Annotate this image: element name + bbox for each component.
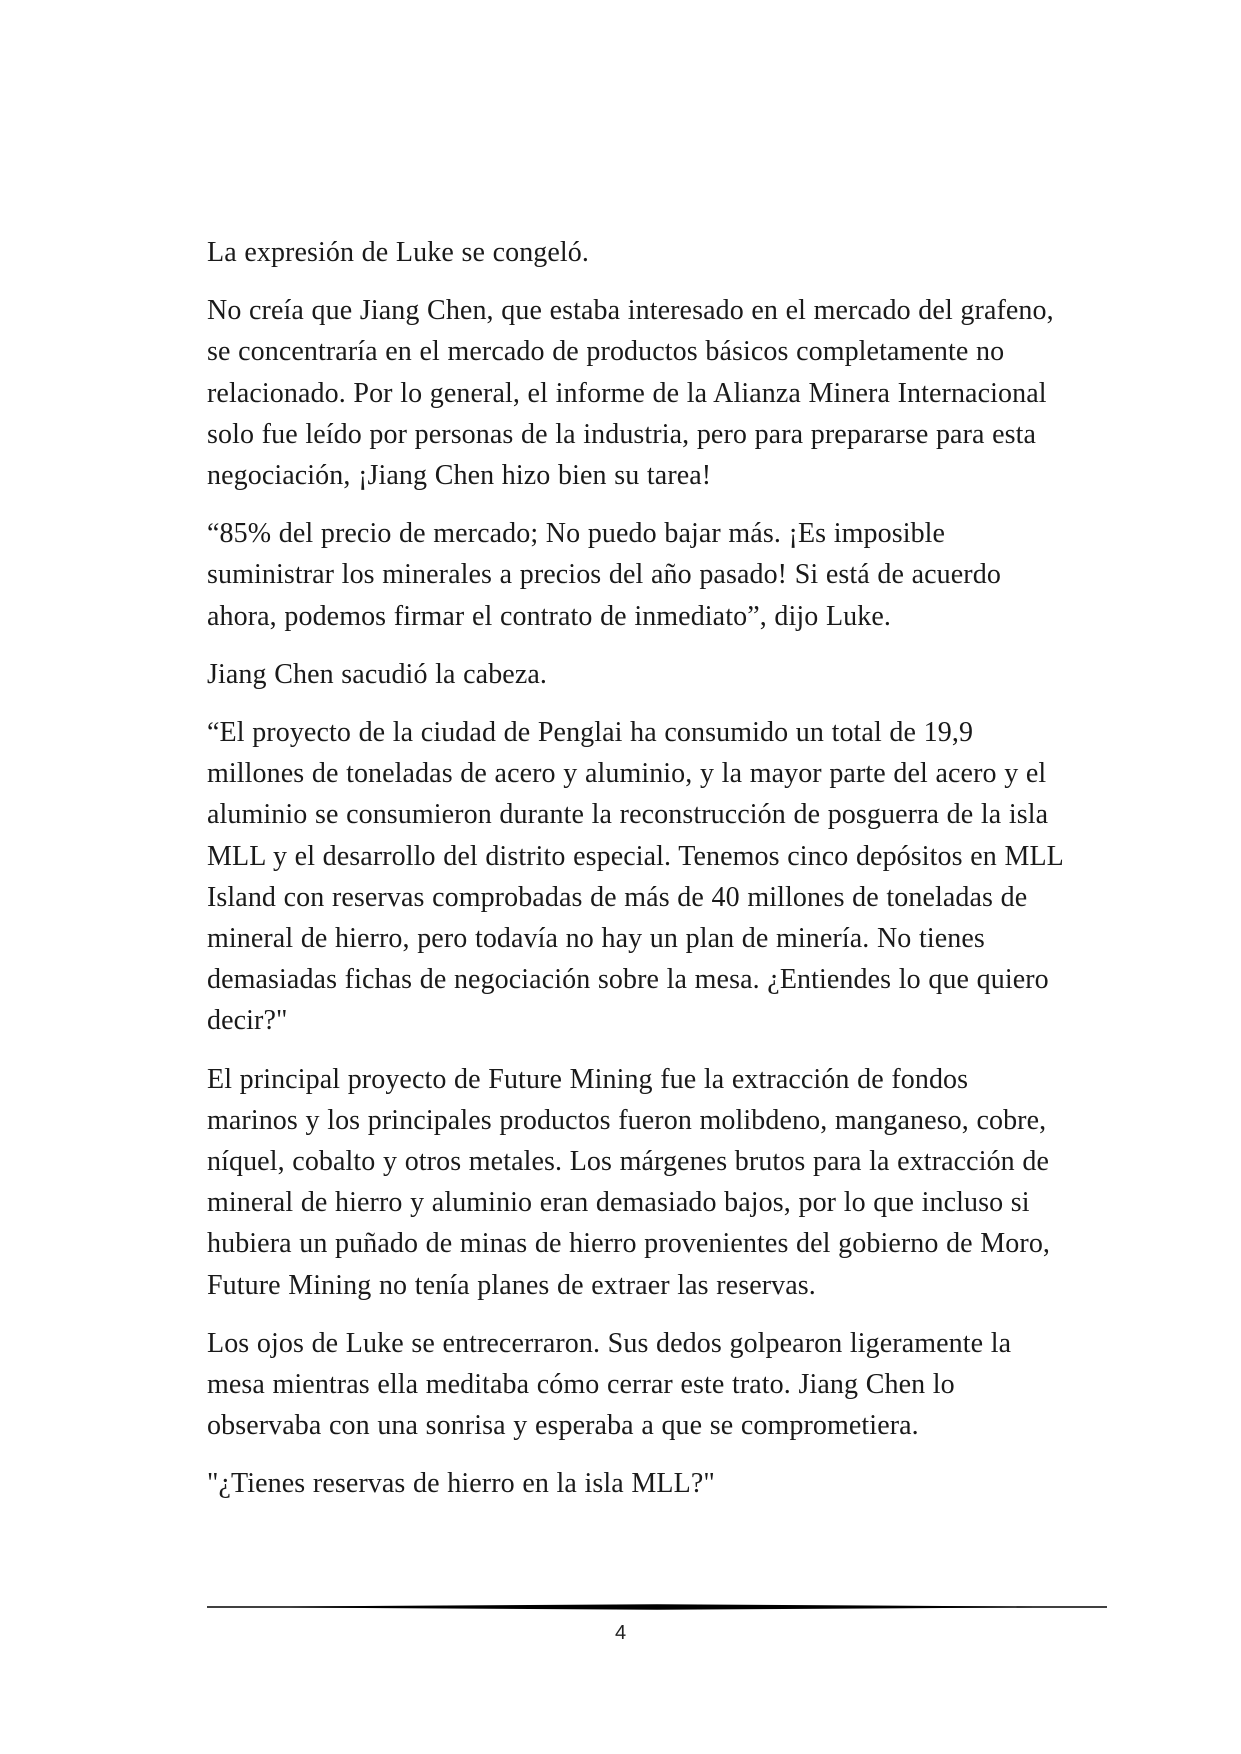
body-text (207, 232, 1065, 1522)
paragraph-2: No creía que Jiang Chen, que estaba interesado en el mercado del grafeno, se concentraría en el mercado de productos básicos completamente no relacionado. Por lo general, el informe de la Alianza Minera Internacional solo fue leído por personas de la industria, pero para prepararse para esta negociación, ¡Jiang Chen hizo bien su tarea! (207, 295, 1054, 492)
paragraph-1: La expresión de Luke se congeló. (207, 237, 590, 268)
paragraph-8: "¿Tienes reservas de hierro en la isla MLL?" (207, 1468, 715, 1500)
paragraph-4: Jiang Chen sacudió la cabeza. (207, 658, 547, 690)
paragraph-5: “El proyecto de la ciudad de Penglai ha consumido un total de 19,9 millones de toneladas de acero y aluminio, y la mayor parte del acero y el aluminio se consumieron durante la reconstrucción de posguerra de la isla MLL y el desarrollo del distrito especial. Tenemos cinco depósitos en MLL Island con reservas comprobadas de más de 40 millones de toneladas de mineral de hierro, pero todavía no hay un plan de minería. No tienes demasiadas fichas de negociación sobre la mesa. ¿Entiendes lo que quiero decir?" (207, 717, 1063, 1037)
paragraph-3: “85% del precio de mercado; No puedo bajar más. ¡Es imposible suministrar los minerales a precios del año pasado! Si está de acuerdo ahora, podemos firmar el contrato de inmediato”, dijo Luke. (207, 518, 1001, 632)
paragraph-7: Los ojos de Luke se entrecerraron. Sus dedos golpearon ligeramente la mesa mientras ella meditaba cómo cerrar este trato. Jiang Chen lo observaba con una sonrisa y esperaba a que se comprometiera. (207, 1327, 1012, 1442)
footer-divider (207, 1601, 1107, 1613)
page-number: 4 (614, 1622, 627, 1644)
paragraph-6: El principal proyecto de Future Mining fue la extracción de fondos marinos y los principales productos fueron molibdeno, manganeso, cobre, níquel, cobalto y otros metales. Los márgenes brutos para la extracción de mineral de hierro y aluminio eran demasiado bajos, por lo que incluso si hubiera un puñado de minas de hierro provenientes del gobierno de Moro, Future Mining no tenía planes de extraer las reservas. (207, 1063, 1051, 1301)
